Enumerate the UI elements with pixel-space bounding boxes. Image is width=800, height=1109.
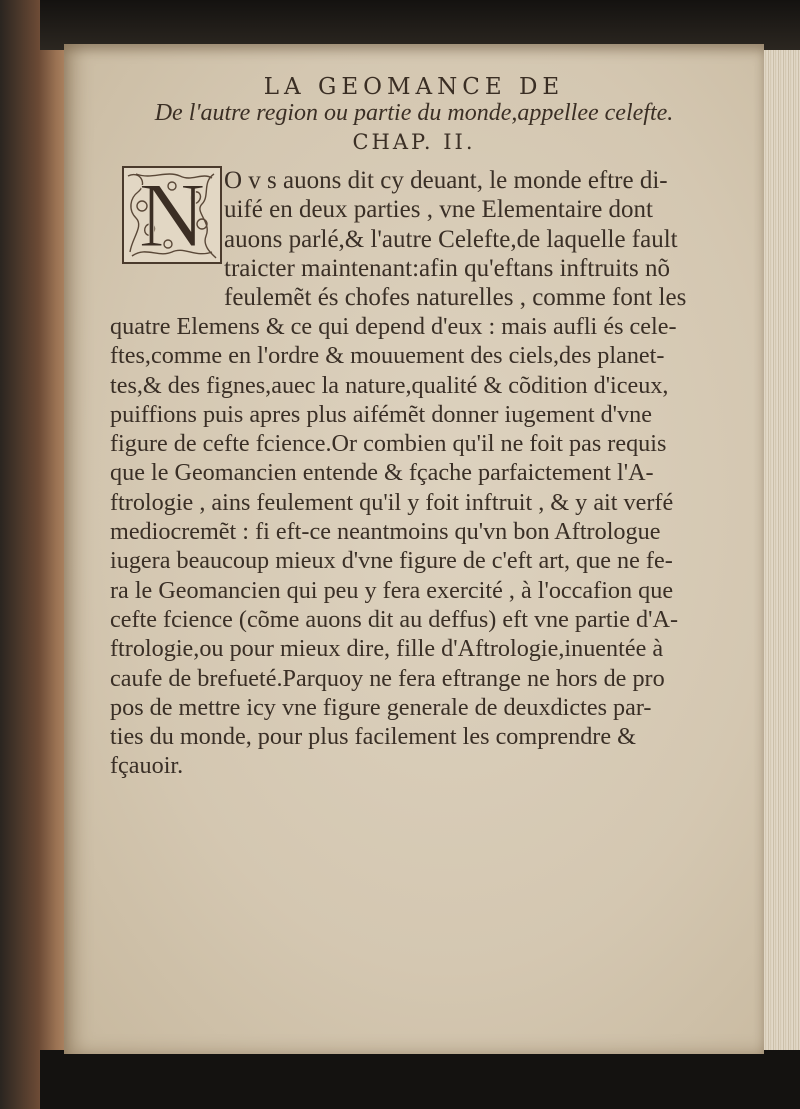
text-line: auons parlé,& l'autre Celefte,de laquelle fault [224, 225, 678, 253]
book-binding-edge [0, 0, 70, 1109]
text-line: figure de cefte fcience.Or combien qu'il ne foit pas requis [110, 430, 667, 458]
text-line: uifé en deux parties , vne Elementaire dont [224, 196, 654, 224]
text-line: mediocremẽt : fi eft-ce neantmoins qu'vn bon Aftrologue [110, 518, 661, 546]
paragraph-opening [114, 166, 744, 312]
paragraph-body [110, 312, 740, 781]
text-line: cefte fcience (cõme auons dit au deffus) eft vne partie d'A- [110, 605, 679, 633]
text-line: ties du monde, pour plus facilement les comprendre & [110, 723, 636, 751]
text-line: ftrologie , ains feulement qu'il y foit inftruit , & y ait verfé [110, 488, 674, 516]
chapter-heading: CHAP. II. [352, 130, 476, 154]
running-header: LA GEOMANCE DE [263, 74, 565, 100]
text-line: iugera beaucoup mieux d'vne figure de c'eft art, que ne fe- [110, 547, 673, 575]
text-line: ftrologie,ou pour mieux dire, fille d'Aftrologie,inuentée à [110, 635, 664, 663]
text-line: pos de mettre icy vne figure generale de deuxdictes par- [110, 693, 652, 721]
text-line: que le Geomancien entende & fçache parfaictement l'A- [110, 459, 654, 487]
section-subtitle: De l'autre region ou partie du monde,appellee celefte. [154, 100, 674, 126]
text-line: ra le Geomancien qui peu y fera exercité , à l'occafion que [110, 576, 674, 604]
text-line: quatre Elemens & ce qui depend d'eux : mais aufli és cele- [110, 313, 677, 340]
drop-cap-letter: N [138, 166, 206, 264]
text-line: ftes,comme en l'ordre & mouuement des ciels,des planet- [110, 342, 665, 370]
text-line: tes,& des fignes,auec la nature,qualité & cõdition d'iceux, [110, 371, 669, 399]
text-line: puiffions puis apres plus aifémẽt donner iugement d'vne [110, 400, 652, 428]
bottom-shadow [40, 1050, 800, 1109]
text-line: traicter maintenant:afin qu'eftans inftruits nõ [224, 254, 671, 282]
text-line: fçauoir. [110, 752, 184, 780]
text-line: caufe de brefueté.Parquoy ne fera eftrange ne hors de pro [110, 664, 665, 692]
page-stack-edge [764, 50, 800, 1050]
text-line: O v s auons dit cy deuant, le monde eftre di- [224, 167, 668, 194]
top-shadow [40, 0, 800, 50]
text-line: feulemẽt és chofes naturelles , comme font les [224, 284, 687, 312]
